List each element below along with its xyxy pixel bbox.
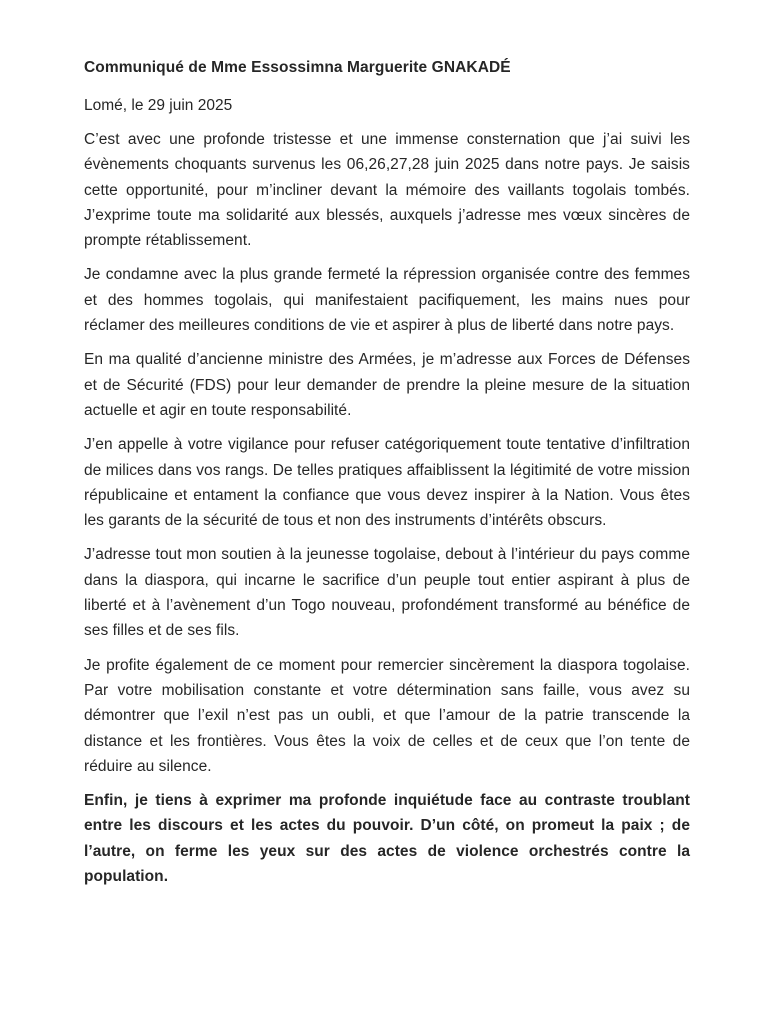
paragraph: En ma qualité d’ancienne ministre des Armées, je m’adresse aux Forces de Défenses et de Sécurité (FDS) pour leur demander de prendre la pleine mesure de la situation actuelle et agir en toute responsabilité. [84, 351, 690, 419]
dateline: Lomé, le 29 juin 2025 [84, 97, 233, 114]
paragraph: Enfin, je tiens à exprimer ma profonde inquiétude face au contraste troublant entre les discours et les actes du pouvoir. D’un côté, on promeut la paix ; de l’autre, on ferme les yeux sur des actes de violence orchestrés contre la population. [84, 792, 690, 886]
paragraph: J’adresse tout mon soutien à la jeunesse togolaise, debout à l’intérieur du pays comme dans la diaspora, qui incarne le sacrifice d’un peuple tout entier aspirant à plus de liberté et à l’avènement d’un Togo nouveau, profondément transformé au bénéfice de ses filles et de ses fils. [84, 546, 690, 640]
document-body [84, 127, 690, 889]
paragraph: C’est avec une profonde tristesse et une immense consternation que j’ai suivi les évènements choquants survenus les 06,26,27,28 juin 2025 dans notre pays. Je saisis cette opportunité, pour m’incliner devant la mémoire des vaillants togolais tombés. J’exprime toute ma solidarité aux blessés, auxquels j’adresse mes vœux sincères de prompte rétablissement. [84, 131, 690, 250]
paragraph: Je profite également de ce moment pour remercier sincèrement la diaspora togolaise. Par votre mobilisation constante et votre détermination sans faille, vous avez su démontrer que l’exil n’est pas un oubli, et que l’amour de la patrie transcende la distance et les frontières. Vous êtes la voix de celles et de ceux que l’on tente de réduire au silence. [84, 656, 690, 775]
paragraph: J’en appelle à votre vigilance pour refuser catégoriquement toute tentative d’infiltration de milices dans vos rangs. De telles pratiques affaiblissent la légitimité de votre mission républicaine et entament la confiance que vous devez inspirer à la Nation. Vous êtes les garants de la sécurité de tous et non des instruments d’intérêts obscurs. [84, 436, 690, 530]
paragraph: Je condamne avec la plus grande fermeté la répression organisée contre des femmes et des hommes togolais, qui manifestaient pacifiquement, les mains nues pour réclamer des meilleures conditions de vie et aspirer à plus de liberté dans notre pays. [84, 266, 690, 335]
document-title: Communiqué de Mme Essossimna Marguerite GNAKADÉ [84, 59, 511, 76]
